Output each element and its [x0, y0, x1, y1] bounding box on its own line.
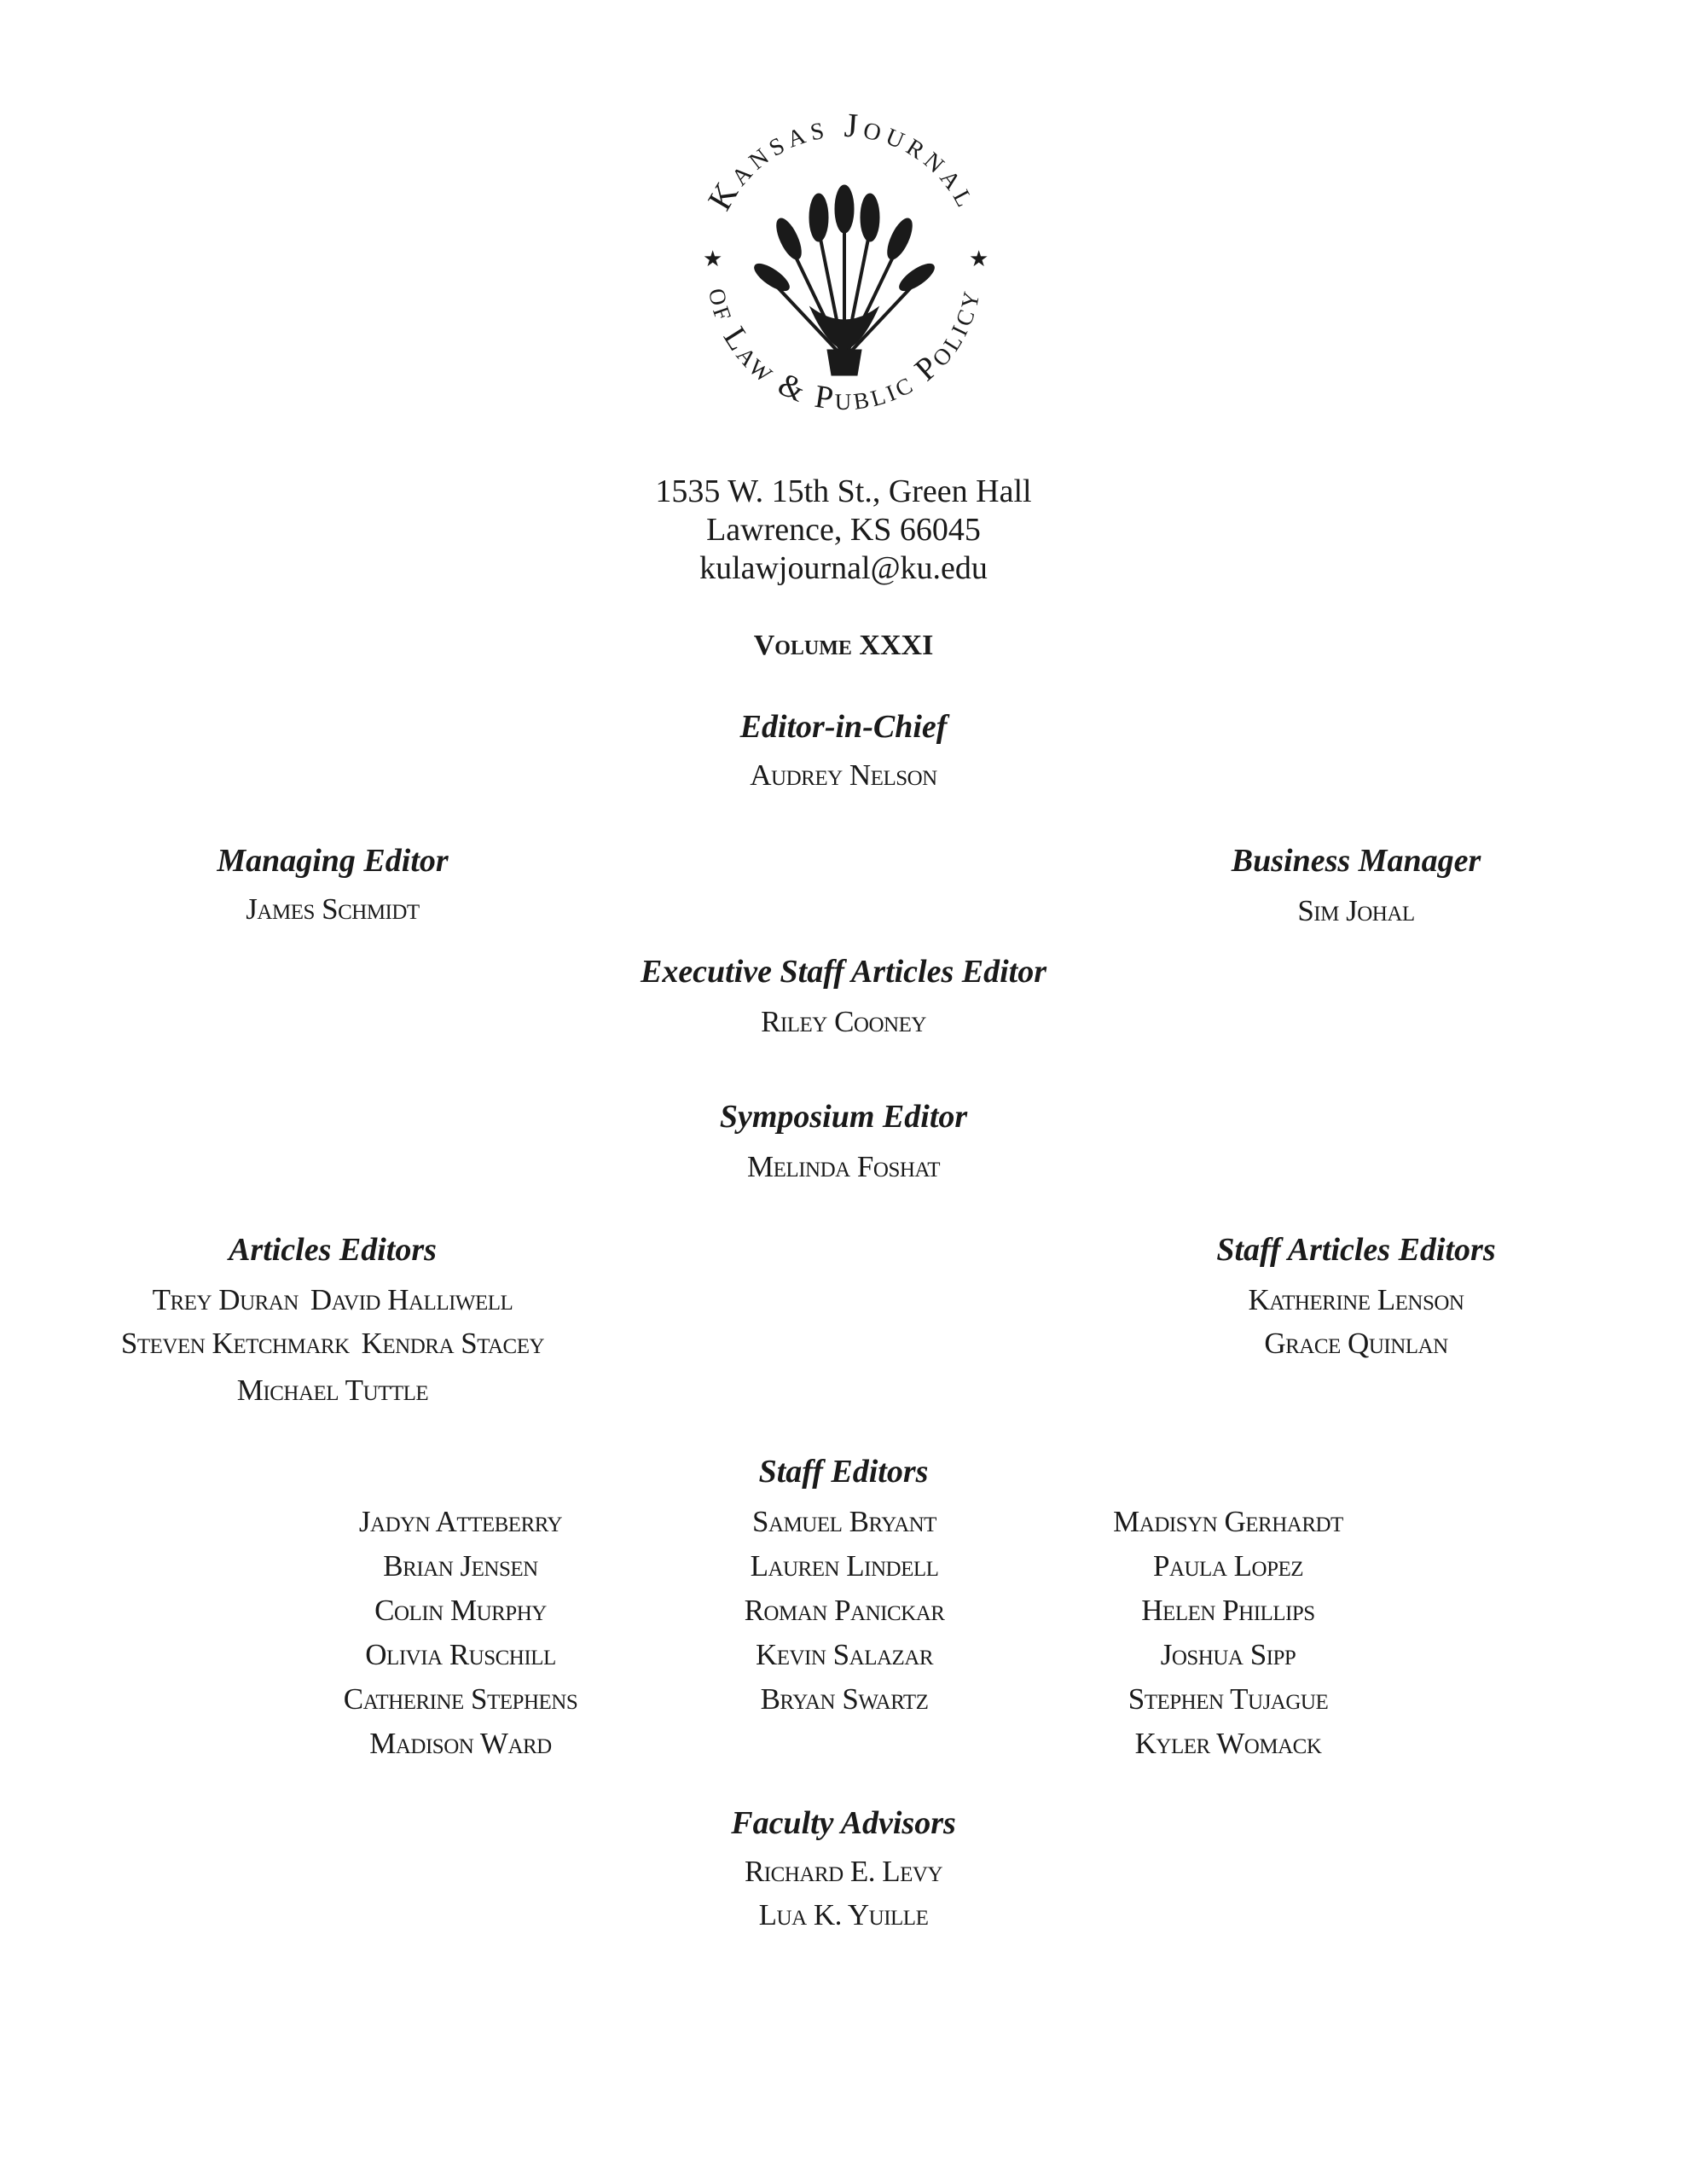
list-item: Catherine Stephens: [343, 1682, 578, 1716]
list-item: Richard E. Levy: [744, 1855, 943, 1888]
address-email[interactable]: kulawjournal@ku.edu: [699, 550, 988, 586]
articles-editors-section: [51, 1234, 614, 1405]
address-street: 1535 W. 15th St., Green Hall: [655, 473, 1032, 509]
list-item: David Halliwell: [310, 1283, 513, 1316]
list-item: Paula Lopez: [1152, 1549, 1304, 1583]
staff-editors-title: Staff Editors: [758, 1454, 929, 1490]
staff-articles-editors-title: Staff Articles Editors: [1216, 1232, 1496, 1268]
articles-editors-title: Articles Editors: [229, 1232, 437, 1268]
seal-graphic: [682, 102, 1006, 427]
symposium-editor-title: Symposium Editor: [719, 1099, 968, 1135]
star-icon: ★: [969, 247, 989, 271]
staff-editors-column-3: [1049, 1507, 1407, 1773]
list-item: Katherine Lenson: [1248, 1283, 1464, 1316]
list-item: Olivia Ruschill: [365, 1638, 556, 1671]
editor-in-chief-section: [0, 711, 1687, 790]
editor-in-chief-name: Audrey Nelson: [750, 758, 937, 792]
articles-editors-row: [51, 1375, 614, 1405]
staff-editors-column-2: [674, 1507, 1015, 1773]
executive-staff-articles-editor-title: Executive Staff Articles Editor: [640, 954, 1047, 990]
symposium-editor-section: [0, 1101, 1687, 1182]
business-manager-title: Business Manager: [1231, 843, 1481, 879]
staff-editors-columns: [281, 1507, 1407, 1773]
list-item: Steven Ketchmark: [120, 1327, 350, 1360]
seal-lower-text: of Law & Public Policy: [701, 284, 988, 418]
articles-editors-row: [51, 1285, 614, 1315]
symposium-editor-name: Melinda Foshat: [747, 1150, 940, 1183]
wheat-icon: [751, 185, 938, 375]
list-item: Jadyn Atteberry: [358, 1505, 563, 1538]
list-item: Stephen Tujague: [1128, 1682, 1329, 1716]
journal-seal-logo: [682, 102, 1006, 427]
list-item: Lua K. Yuille: [758, 1898, 929, 1931]
staff-articles-editors-section: [1177, 1234, 1535, 1358]
list-item: Helen Phillips: [1141, 1594, 1315, 1627]
faculty-advisors-section: [0, 1807, 1687, 1930]
business-manager-name: Sim Johal: [1297, 894, 1415, 927]
list-item: Roman Panickar: [744, 1594, 945, 1627]
list-item: Samuel Bryant: [752, 1505, 936, 1538]
address-city: Lawrence, KS 66045: [706, 512, 981, 548]
list-item: Kyler Womack: [1134, 1727, 1322, 1760]
executive-staff-articles-editor-section: [0, 956, 1687, 1037]
list-item: Colin Murphy: [374, 1594, 547, 1627]
list-item: Kevin Salazar: [755, 1638, 934, 1671]
list-item: Grace Quinlan: [1264, 1327, 1448, 1360]
editor-in-chief-title: Editor-in-Chief: [739, 709, 948, 745]
seal-upper-text: Kansas Journal: [699, 105, 989, 217]
managing-editor-name: James Schmidt: [246, 892, 420, 926]
address-block: [0, 473, 1687, 588]
star-icon: ★: [703, 247, 723, 271]
faculty-advisors-title: Faculty Advisors: [731, 1805, 956, 1841]
list-item: Madison Ward: [369, 1727, 552, 1760]
list-item: Brian Jensen: [383, 1549, 538, 1583]
list-item: Madisyn Gerhardt: [1113, 1505, 1343, 1538]
list-item: Lauren Lindell: [750, 1549, 939, 1583]
business-manager-section: [1194, 845, 1518, 926]
managing-editor-section: [179, 845, 486, 924]
articles-editors-row: [51, 1328, 614, 1358]
managing-editor-title: Managing Editor: [217, 843, 449, 879]
staff-editors-column-1: [281, 1507, 640, 1773]
list-item: Michael Tuttle: [236, 1374, 429, 1407]
list-item: Bryan Swartz: [760, 1682, 929, 1716]
list-item: Trey Duran: [152, 1283, 299, 1316]
volume-label: Volume XXXI: [753, 630, 934, 661]
executive-staff-articles-editor-name: Riley Cooney: [761, 1005, 926, 1038]
list-item: Joshua Sipp: [1160, 1638, 1296, 1671]
list-item: Kendra Stacey: [361, 1327, 545, 1360]
